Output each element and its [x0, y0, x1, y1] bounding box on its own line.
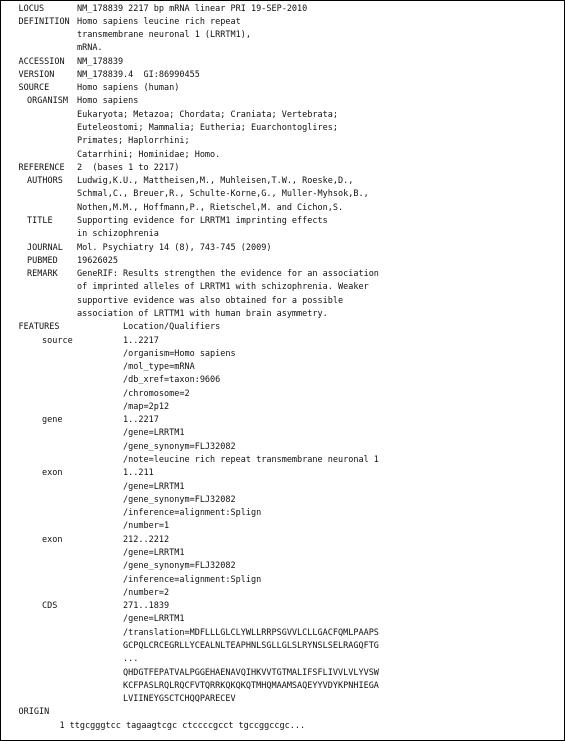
- field-value: /gene_synonym=FLJ32082: [77, 561, 236, 572]
- record-line: [1, 520, 561, 533]
- record-line: [1, 534, 561, 547]
- record-line: [1, 135, 561, 148]
- field-value: 1 ttgcgggtcc tagaagtcgc ctccccgcct tgccggccgc...: [18, 720, 306, 731]
- field-value: /map=2p12: [77, 401, 170, 412]
- field-value: /translation=MDFLLLGLCLYWLLRRPSGVVLCLLGACFQMLPAAPS: [77, 627, 379, 638]
- field-value: NM_178839 2217 bp mRNA linear PRI 19-SEP-2010: [77, 3, 308, 14]
- field-value: /gene=LRRTM1: [77, 481, 185, 492]
- field-value: KCFPASLRQLRQCFVTQRRKQKQKQTMHQMAAMSAQEYYVDYKPNHIEGA: [77, 680, 379, 691]
- field-value: of imprinted alleles of LRRTM1 with schizophrenia. Weaker: [77, 282, 369, 293]
- field-value: /gene=LRRTM1: [77, 614, 185, 625]
- record-line: [1, 268, 561, 281]
- record-line: [1, 613, 561, 626]
- field-value: /mol_type=mRNA: [77, 362, 195, 373]
- field-value: Supporting evidence for LRRTM1 imprinting effects: [77, 215, 328, 226]
- record-line: [1, 507, 561, 520]
- field-value: 1..2217: [77, 415, 159, 426]
- record-line: [1, 308, 561, 321]
- record-line: [1, 16, 561, 29]
- field-value: Catarrhini; Hominidae; Homo.: [77, 149, 221, 160]
- record-line: [1, 82, 561, 95]
- field-value: Primates; Haplorrhini;: [77, 136, 190, 147]
- field-key: DEFINITION: [18, 16, 70, 27]
- record-line: [1, 627, 561, 640]
- field-key: PUBMED: [27, 255, 58, 266]
- field-value: GeneRIF: Results strengthen the evidence for an association: [77, 269, 379, 280]
- field-value: /inference=alignment:Splign: [77, 574, 262, 585]
- field-value: 19626025: [77, 255, 118, 266]
- field-value: 271..1839: [77, 601, 170, 612]
- record-line: [1, 494, 561, 507]
- field-key: exon: [42, 534, 63, 545]
- record-line: [1, 667, 561, 680]
- field-value: Mol. Psychiatry 14 (8), 743-745 (2009): [77, 242, 272, 253]
- field-value: ...: [77, 654, 139, 665]
- record-line: [1, 560, 561, 573]
- field-key: LOCUS: [18, 3, 45, 14]
- record-line: [1, 69, 561, 82]
- field-value: NM_178839: [77, 56, 124, 67]
- field-key: CDS: [42, 601, 58, 612]
- field-key: FEATURES: [18, 322, 60, 333]
- field-value: Homo sapiens: [77, 96, 139, 107]
- record-line: [1, 693, 561, 706]
- field-key: TITLE: [27, 215, 53, 226]
- field-key: JOURNAL: [27, 242, 63, 253]
- field-value: Nothen,M.M., Hoffmann,P., Rietschel,M. and Cichon,S.: [77, 202, 344, 213]
- record-line: [1, 295, 561, 308]
- field-value: /note=leucine rich repeat transmembrane neuronal 1: [77, 455, 379, 466]
- field-value: Eukaryota; Metazoa; Chordata; Craniata; Vertebrata;: [77, 109, 338, 120]
- record-line: [1, 467, 561, 480]
- record-line: [1, 653, 561, 666]
- record-line: [1, 162, 561, 175]
- record-line: [1, 122, 561, 135]
- field-value: 212..2212: [77, 534, 170, 545]
- record-line: [1, 720, 561, 733]
- record-line: [1, 640, 561, 653]
- record-line: [1, 414, 561, 427]
- field-key: source: [42, 335, 73, 346]
- field-value: /number=2: [77, 587, 170, 598]
- field-value: /gene_synonym=FLJ32082: [77, 494, 236, 505]
- record-line: [1, 321, 561, 334]
- field-value: /gene=LRRTM1: [77, 428, 185, 439]
- record-line: [1, 29, 561, 42]
- record-line: [1, 3, 561, 16]
- record-line: [1, 242, 561, 255]
- field-value: Euteleostomi; Mammalia; Eutheria; Euarchontoglires;: [77, 123, 338, 134]
- record-line: [1, 281, 561, 294]
- field-value: transmembrane neuronal 1 (LRRTM1),: [77, 30, 251, 41]
- field-value: Schmal,C., Breuer,R., Schulte-Korne,G., Muller-Myhsok,B.,: [77, 189, 369, 200]
- record-line: [1, 388, 561, 401]
- record-line: [1, 348, 561, 361]
- field-value: QHDGTFEPATVALPGGEHAENAVQIHKVVTGTMALIFSFLIVVLVLYVSW: [77, 667, 379, 678]
- field-key: exon: [42, 468, 63, 479]
- field-value: /gene=LRRTM1: [77, 547, 185, 558]
- record-line: [1, 481, 561, 494]
- field-value: NM_178839.4 GI:86990455: [77, 69, 200, 80]
- record-line: [1, 401, 561, 414]
- field-value: 2 (bases 1 to 2217): [77, 162, 180, 173]
- record-line: [1, 587, 561, 600]
- record-line: [1, 215, 561, 228]
- field-value: /inference=alignment:Splign: [77, 508, 262, 519]
- field-value: /number=1: [77, 521, 170, 532]
- record-line: [1, 600, 561, 613]
- record-line: [1, 95, 561, 108]
- record-line: [1, 680, 561, 693]
- field-value: /organism=Homo sapiens: [77, 348, 236, 359]
- record-line: [1, 56, 561, 69]
- record-line: [1, 441, 561, 454]
- field-value: supportive evidence was also obtained for a possible: [77, 295, 344, 306]
- field-key: AUTHORS: [27, 176, 63, 187]
- record-line: [1, 42, 561, 55]
- field-key: REFERENCE: [18, 162, 65, 173]
- record-line: [1, 202, 561, 215]
- field-value: GCPQLCRCEGRLLYCEALNLTEAPHNLSGLLGLSLRYNSLSELRAGQFTG: [77, 640, 379, 651]
- field-key: SOURCE: [18, 83, 50, 94]
- record-line: [1, 706, 561, 719]
- field-value: Homo sapiens leucine rich repeat: [77, 16, 241, 27]
- field-value: /gene_synonym=FLJ32082: [77, 441, 236, 452]
- record-line: [1, 188, 561, 201]
- field-value: Ludwig,K.U., Mattheisen,M., Muhleisen,T.W., Roeske,D.,: [77, 176, 354, 187]
- record-line: [1, 175, 561, 188]
- record-line: [1, 574, 561, 587]
- field-value: mRNA.: [77, 43, 103, 54]
- field-value: 1..2217: [77, 335, 159, 346]
- record-line: [1, 547, 561, 560]
- record-line: [1, 454, 561, 467]
- record-line: [1, 361, 561, 374]
- record-line: [1, 109, 561, 122]
- record-line: [1, 255, 561, 268]
- record-line: [1, 149, 561, 162]
- field-key: gene: [42, 415, 63, 426]
- field-value: Homo sapiens (human): [77, 83, 180, 94]
- field-key: ACCESSION: [18, 56, 65, 67]
- record-line: [1, 427, 561, 440]
- field-value: Location/Qualifiers: [77, 322, 221, 333]
- field-value: LVIINEYGSCTCHQQPARECEV: [77, 694, 236, 705]
- field-value: in schizophrenia: [77, 229, 159, 240]
- record-line: [1, 335, 561, 348]
- field-value: /db_xref=taxon:9606: [77, 375, 221, 386]
- field-key: ORGANISM: [27, 96, 68, 107]
- field-value: 1..211: [77, 468, 154, 479]
- record-line: [1, 374, 561, 387]
- field-value: association of LRTTM1 with human brain asymmetry.: [77, 308, 328, 319]
- field-key: REMARK: [27, 269, 58, 280]
- field-value: /chromosome=2: [77, 388, 190, 399]
- field-key: ORIGIN: [18, 707, 50, 718]
- record-line: [1, 228, 561, 241]
- field-key: VERSION: [18, 69, 55, 80]
